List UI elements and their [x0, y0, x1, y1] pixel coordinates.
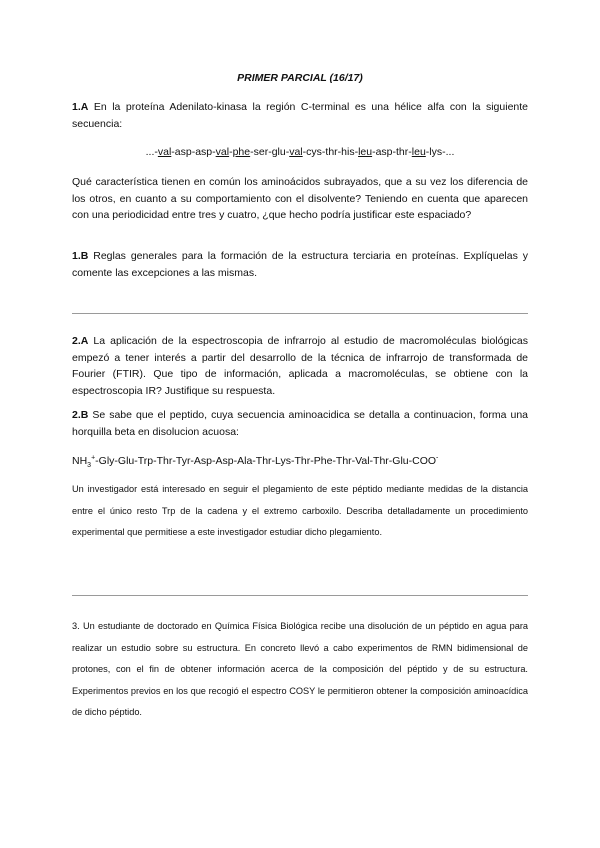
question-1b — [72, 248, 528, 281]
sequence-segment: -ser-glu- — [250, 146, 290, 158]
peptide-chain: -Gly-Glu-Trp-Thr-Tyr-Asp-Asp-Ala-Thr-Lys-Thr-Phe-Thr-Val-Thr-Glu-COO — [95, 455, 437, 467]
question-1a — [72, 99, 528, 132]
section-divider — [72, 313, 528, 314]
underlined-residue: leu — [411, 146, 426, 158]
section-divider — [72, 595, 528, 596]
peptide-sequence — [72, 454, 439, 470]
peptide-subscript: 3 — [87, 462, 92, 470]
question-3: 3. Un estudiante de doctorado en Química Física Biológica recibe una disolución de un péptido en agua para realizar un estudio sobre su estructura. En concreto llevó a cabo experimentos de RMN bidimensional de protones, con el fin de obtener información acerca de la composición del péptido y de su estructura. Experimentos previos en los que recogió el espectro COSY le permitieron obtener la composición aminoacídica de dicho péptido. — [72, 621, 528, 717]
question-2b-number: 2.B — [72, 409, 89, 421]
question-1b-number: 1.B — [72, 250, 89, 262]
question-2b-detail: Un investigador está interesado en seguir el plegamiento de este péptido mediante medidas de la distancia entre el único resto Trp de la cadena y el extremo carboxilo. Describa detalladamente un procedimiento experimental que permitiese a este investigador estudiar dicho plegamiento. — [72, 484, 528, 537]
sequence-segment: -asp-asp- — [171, 146, 216, 158]
amino-acid-sequence — [0, 146, 600, 158]
peptide-minus: - — [436, 454, 439, 462]
sequence-segment: - — [229, 146, 233, 158]
question-1a-number: 1.A — [72, 101, 89, 113]
question-2a — [72, 333, 528, 399]
sequence-segment: -lys-... — [425, 146, 455, 158]
underlined-residue: val — [289, 146, 303, 158]
question-1a-prompt: Qué característica tienen en común los aminoácidos subrayados, que a su vez los diferencia de los otros, en cuanto a su comportamiento con el disolvente? Teniendo en cuenta que aparecen con una periodicidad entre tres y cuatro, ¿que hecho podría justificar este espaciado? — [72, 176, 528, 221]
page-title: PRIMER PARCIAL (16/17) — [237, 72, 363, 84]
question-1a-text: En la proteína Adenilato-kinasa la región C-terminal es una hélice alfa con la siguiente secuencia: — [72, 101, 528, 130]
question-1b-text: Reglas generales para la formación de la estructura terciaria en proteínas. Explíquelas y comente las excepciones a las mismas. — [72, 250, 528, 279]
peptide-plus: + — [91, 454, 96, 462]
sequence-lead: ...- — [145, 146, 158, 158]
sequence-segment: -asp-thr- — [372, 146, 412, 158]
underlined-residue: val — [215, 146, 230, 158]
underlined-residue: val — [157, 146, 172, 158]
question-2b — [72, 407, 528, 440]
underlined-residue: phe — [232, 146, 251, 158]
underlined-residue: leu — [358, 146, 373, 158]
sequence-parts — [158, 146, 455, 158]
peptide-nh: NH — [72, 455, 88, 467]
question-2a-text: La aplicación de la espectroscopia de infrarrojo al estudio de macromoléculas biológicas empezó a tener interés a partir del desarrollo de la técnica de infrarrojo de transformada de Fourier (FTIR). Que tipo de información, aplicada a macromoléculas, se obtiene con la espectroscopia IR? Justifique su respuesta. — [72, 335, 528, 397]
sequence-segment: -cys-thr-his- — [302, 146, 359, 158]
question-2a-number: 2.A — [72, 335, 89, 347]
question-2b-text: Se sabe que el peptido, cuya secuencia aminoacidica se detalla a continuacion, forma una horquilla beta en disolucion acuosa: — [72, 409, 528, 438]
